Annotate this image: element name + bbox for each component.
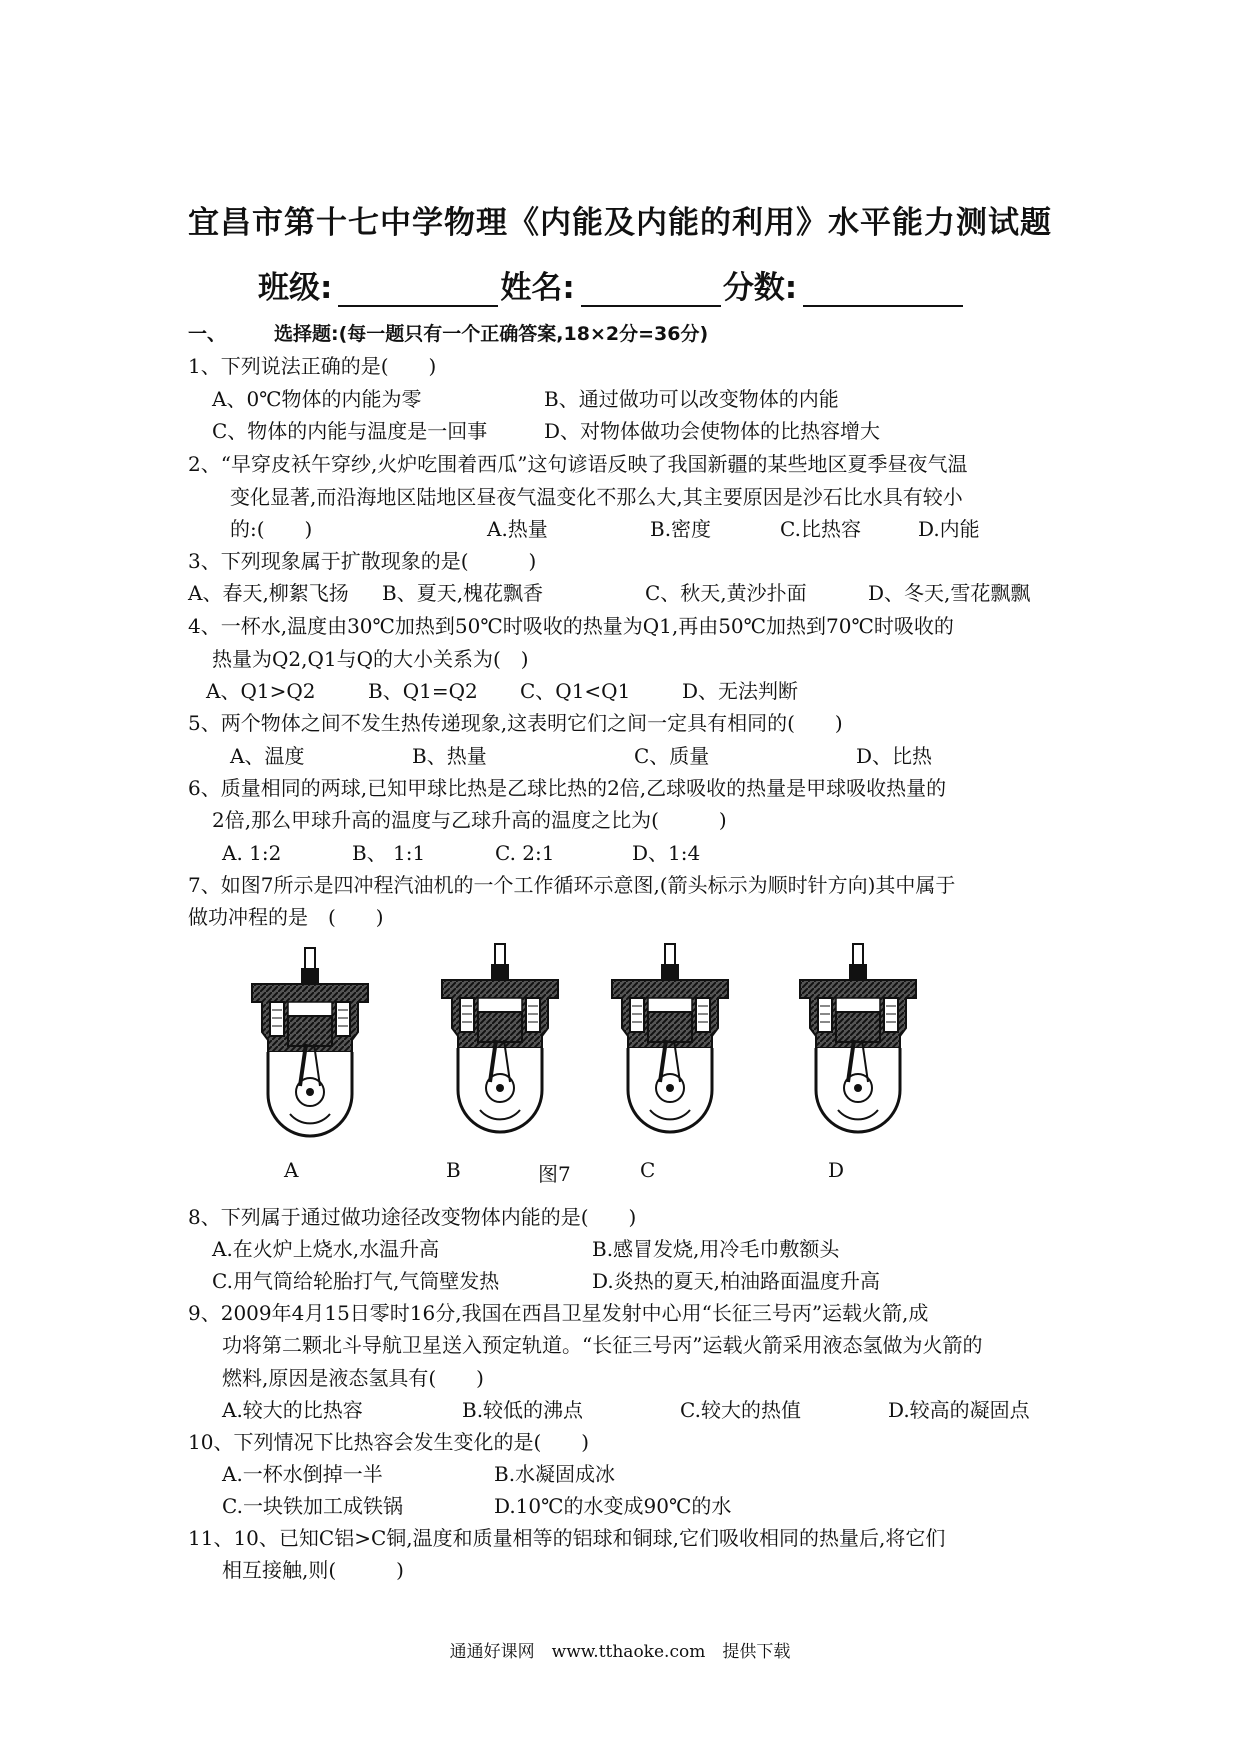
question-1-option-b: B、通过做功可以改变物体的内能	[544, 387, 839, 411]
name-field	[581, 271, 721, 307]
question-6-option-c: C. 2:1	[495, 841, 555, 865]
question-10-option-d: D.10℃的水变成90℃的水	[494, 1494, 732, 1518]
question-4-option-c: C、Q1<Q1	[520, 679, 631, 703]
question-9-stem-end: 燃料,原因是液态氢具有( )	[222, 1366, 484, 1390]
question-2-stem-end: 的:( )	[230, 517, 313, 541]
question-8-option-b: B.感冒发烧,用冷毛巾敷额头	[592, 1237, 840, 1261]
question-1-option-c: C、物体的内能与温度是一回事	[212, 419, 488, 443]
question-3-option-a: A、春天,柳絮飞扬	[188, 581, 349, 605]
question-6-option-a: A. 1:2	[222, 841, 282, 865]
question-10-option-b: B.水凝固成冰	[494, 1462, 616, 1486]
question-1-option-a: A、0℃物体的内能为零	[212, 387, 422, 411]
question-2-option-a: A.热量	[487, 517, 548, 541]
question-9-stem: 9、2009年4月15日零时16分,我国在西昌卫星发射中心用“长征三号丙”运载火箭,成	[188, 1301, 929, 1325]
question-9-option-c: C.较大的热值	[680, 1398, 801, 1422]
figure-label-b: B	[446, 1158, 461, 1182]
section-heading: 选择题:(每一题只有一个正确答案,18×2分=36分)	[274, 323, 709, 345]
question-3-option-d: D、冬天,雪花飘飘	[868, 581, 1031, 605]
figure-label-d: D	[828, 1158, 845, 1182]
question-4-option-d: D、无法判断	[682, 679, 799, 703]
question-2-stem: 2、“早穿皮袄午穿纱,火炉吃围着西瓜”这句谚语反映了我国新疆的某些地区夏季昼夜气温	[188, 452, 968, 476]
question-10-stem: 10、下列情况下比热容会发生变化的是( )	[188, 1430, 590, 1454]
question-9-stem-cont: 功将第二颗北斗导航卫星送入预定轨道。“长征三号丙”运载火箭采用液态氢做为火箭的	[222, 1333, 983, 1357]
question-5-option-d: D、比热	[856, 744, 933, 768]
page-title: 宜昌市第十七中学物理《内能及内能的利用》水平能力测试题	[188, 205, 1052, 241]
question-6-stem-cont: 2倍,那么甲球升高的温度与乙球升高的温度之比为( )	[212, 808, 727, 832]
four-stroke-engine-diagrams	[248, 936, 968, 1192]
class-label: 班级:	[258, 270, 333, 306]
question-4-option-b: B、Q1=Q2	[368, 679, 478, 703]
figure-label-c: C	[640, 1158, 656, 1182]
question-8-option-d: D.炎热的夏天,柏油路面温度升高	[592, 1269, 881, 1293]
page-footer: 通通好课网 www.tthaoke.com 提供下载	[449, 1642, 791, 1662]
question-4-stem-cont: 热量为Q2,Q1与Q的大小关系为( )	[212, 647, 529, 671]
question-7-stem-cont: 做功冲程的是 ( )	[188, 905, 384, 929]
question-3-option-b: B、夏天,槐花飘香	[382, 581, 544, 605]
question-4-stem: 4、一杯水,温度由30℃加热到50℃时吸收的热量为Q1,再由50℃加热到70℃时吸收的	[188, 614, 954, 638]
question-2-stem-cont: 变化显著,而沿海地区陆地区昼夜气温变化不那么大,其主要原因是沙石比水具有较小	[230, 485, 963, 509]
question-4-option-a: A、Q1>Q2	[206, 679, 316, 703]
question-2-option-b: B.密度	[650, 517, 712, 541]
question-11-stem: 11、10、已知C铝>C铜,温度和质量相等的铝球和铜球,它们吸收相同的热量后,将它们	[188, 1526, 946, 1550]
question-11-stem-cont: 相互接触,则( )	[222, 1558, 404, 1582]
question-5-option-b: B、热量	[412, 744, 487, 768]
engine-figure-7	[248, 936, 968, 1192]
question-5-option-c: C、质量	[634, 744, 710, 768]
question-10-option-c: C.一块铁加工成铁锅	[222, 1494, 403, 1518]
question-1-option-d: D、对物体做功会使物体的比热容增大	[544, 419, 881, 443]
question-1-stem: 1、下列说法正确的是( )	[188, 354, 437, 378]
question-7-stem: 7、如图7所示是四冲程汽油机的一个工作循环示意图,(箭头标示为顺时针方向)其中属于	[188, 873, 956, 897]
name-label: 姓名:	[500, 270, 575, 306]
question-8-option-a: A.在火炉上烧水,水温升高	[212, 1237, 440, 1261]
question-6-stem: 6、质量相同的两球,已知甲球比热是乙球比热的2倍,乙球吸收的热量是甲球吸收热量的	[188, 776, 947, 800]
question-10-option-a: A.一杯水倒掉一半	[222, 1462, 383, 1486]
question-9-option-a: A.较大的比热容	[222, 1398, 363, 1422]
question-3-stem: 3、下列现象属于扩散现象的是( )	[188, 549, 537, 573]
question-9-option-b: B.较低的沸点	[462, 1398, 584, 1422]
score-field	[803, 271, 963, 307]
figure-caption: 图7	[538, 1162, 571, 1186]
question-5-option-a: A、温度	[230, 744, 305, 768]
question-9-option-d: D.较高的凝固点	[888, 1398, 1030, 1422]
question-2-option-c: C.比热容	[780, 517, 861, 541]
class-field	[338, 271, 498, 307]
question-6-option-b: B、 1:1	[352, 841, 426, 865]
student-info-line	[258, 262, 965, 306]
section-number: 一、	[188, 323, 227, 345]
question-3-option-c: C、秋天,黄沙扑面	[645, 581, 807, 605]
question-6-option-d: D、1:4	[632, 841, 701, 865]
score-label: 分数:	[722, 270, 798, 306]
question-8-option-c: C.用气筒给轮胎打气,气筒壁发热	[212, 1269, 500, 1293]
question-8-stem: 8、下列属于通过做功途径改变物体内能的是( )	[188, 1205, 637, 1229]
question-5-stem: 5、两个物体之间不发生热传递现象,这表明它们之间一定具有相同的( )	[188, 711, 843, 735]
question-2-option-d: D.内能	[918, 517, 980, 541]
figure-label-a: A	[284, 1158, 299, 1182]
